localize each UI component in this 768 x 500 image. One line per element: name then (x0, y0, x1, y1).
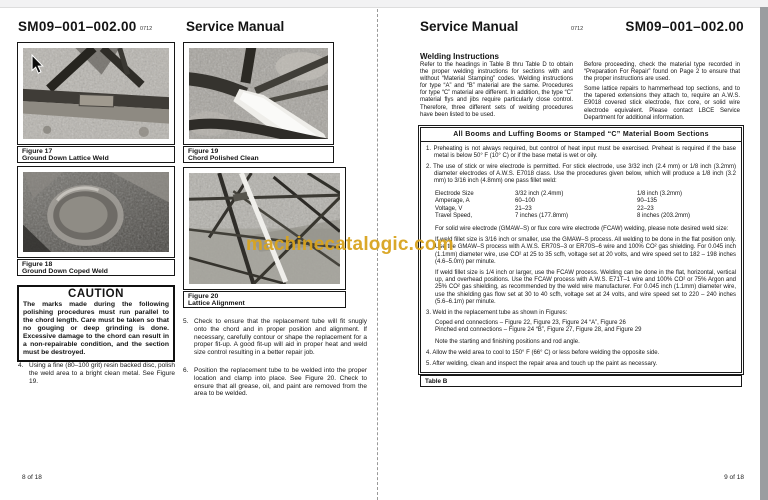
right-revision: 0712 (571, 26, 584, 32)
caution-box (17, 285, 175, 362)
figure-18-caption-text: Ground Down Coped Weld (22, 268, 108, 276)
figure-17-caption-text: Ground Down Lattice Weld (22, 155, 109, 163)
intro-column-right (584, 62, 740, 125)
vertical-scrollbar[interactable] (760, 7, 768, 500)
gmaw-paragraph: If weld fillet size is 3/16 inch or smaller, use the GMAW–S process. All welding to be done in the flat position only. Use the GMAW–S process with A.W.S. ER70S–3 or ER70S–6 wire and 100% CO² gas shielding. For 0.045 inch (1.1mm) diameter wire, use CO² at 25 to 35 scfh, voltage set at 20 volts, and wire speed set to 182 – 198 inches (4.6–5.0m) per minute. (435, 237, 736, 265)
section-heading: Welding Instructions (420, 52, 499, 61)
electrode-row-value: 22–23 (637, 205, 654, 212)
coped-weld-photo (23, 172, 169, 252)
caution-title: CAUTION (68, 288, 124, 300)
coped-end-line: Coped end connections – Figure 22, Figure 23, Figure 24 “A”, Figure 26 (435, 320, 626, 327)
intro-paragraph-1: Refer to the headings in Table B thru Table D to obtain the proper welding instructions for sections with and without “Material Stamping” codes. Welding instructions for type “A” and “B” material are the same. Procedures for type “C” material are different. In addition, the type “C” material flys and jibs require particularly close control. Therefore, three different sets of welding procedures have been listed to be used. (420, 62, 573, 118)
table-item-3: 3. Weld in the replacement tube as shown in Figures: (426, 309, 568, 316)
electrode-row-value: 21–23 (515, 205, 532, 212)
figure-20-caption (183, 291, 346, 308)
step-4-number: 4. (18, 362, 24, 369)
electrode-row-value: 1/8 inch (3.2mm) (637, 190, 683, 197)
welding-table-title: All Booms and Luffing Booms or Stamped “C” Material Boom Sections (421, 128, 741, 142)
electrode-row-label: Voltage, V (435, 205, 463, 212)
electrode-row-value: 60–100 (515, 198, 536, 205)
figure-19-caption-text: Chord Polished Clean (188, 155, 259, 163)
electrode-row-label: Amperage, A (435, 198, 470, 205)
step-4-text: Using a fine (80–100 grit) resin backed disc, polish the weld area to a bright clean metal. See Figure 19. (29, 362, 175, 385)
pinched-end-line: Pinched end connections – Figure 24 “B”, Figure 27, Figure 28, and Figure 29 (435, 327, 642, 334)
step-4 (18, 362, 175, 385)
step-5-text: Check to ensure that the replacement tube will fit snugly onto the chord and in proper position and alignment. If necessary, carefully contour or shape the replacement for a proper fit-up. A good fit-up will aid in proper heat and weld size control resulting in a better repair job. (194, 318, 367, 357)
figure-18-caption (17, 259, 175, 276)
left-doc-code: SM09–001–002.00 (18, 19, 137, 34)
electrode-row-value: 7 inches (177.8mm) (515, 213, 569, 220)
browser-top-edge (0, 0, 768, 8)
figure-18-label: Figure 18 (22, 261, 53, 268)
table-item-1: 1. Preheating is not always required, but control of heat input must be exercised. Preheat is required if the base metal is below 50° F (10° C) or if the base metal is wet or oily. (426, 145, 736, 159)
figure-20-photo (183, 167, 346, 290)
figure-18-photo (17, 166, 175, 258)
lattice-alignment-photo (189, 173, 340, 284)
table-item-5: 5. After welding, clean and inspect the repair area and touch up the paint as necessary. (426, 360, 658, 367)
step-5-number: 5. (183, 318, 189, 325)
watermark: machinecatalogic.com (246, 234, 454, 255)
step-6-number: 6. (183, 367, 189, 374)
polished-chord-photo (189, 48, 328, 139)
left-page-number: 8 of 18 (22, 474, 42, 481)
fcaw-paragraph: If weld fillet size is 1/4 inch or larger, use the FCAW process. Welding can be done in the flat, horizontal, vertical up, and overhead positions. Use the FCAW process with A.W.S. E71T–1 wire and 100% CO² or 75% Argon and 25% CO² gas shielding, as recommended by the weld wire manufacturer. For 0.045 inch (1.1mm) diameter wire, use the shielding gas flow set at 30 to 40 scfh, voltage set at 24 volts, and wire speed set to 220 – 240 inches (5.6–6.1m) per minute. (435, 269, 736, 305)
figure-17-caption (17, 146, 175, 163)
solid-wire-note: For solid wire electrode (GMAW–S) or flux core wire electrode (FCAW) welding, please note desired weld size: (435, 225, 729, 232)
right-page-number: 9 of 18 (724, 474, 744, 481)
electrode-row-label: Electrode Size (435, 190, 474, 197)
step-6 (183, 367, 367, 398)
intro-paragraph-2: Before proceeding, check the material type recorded in “Preparation For Repair” found on Page 2 to ensure that the proper instructions are used. (584, 62, 740, 83)
electrode-row-label: Travel Speed, (435, 213, 473, 220)
welding-table (420, 127, 742, 373)
intro-column-left (420, 62, 573, 122)
left-page-title: Service Manual (186, 19, 285, 34)
figure-20-label: Figure 20 (188, 293, 219, 300)
welding-table-body (421, 142, 741, 373)
electrode-row-value: 90–135 (637, 198, 658, 205)
lattice-weld-photo (23, 48, 169, 139)
table-item-4: 4. Allow the weld area to cool to 150° F (66° C) or less before welding the opposite side. (426, 349, 660, 356)
figure-19-caption (183, 146, 334, 163)
welding-table-wrap (420, 127, 742, 387)
electrode-row-value: 8 inches (203.2mm) (637, 213, 691, 220)
figure-17-label: Figure 17 (22, 148, 53, 155)
caution-text: The marks made during the following polishing procedures must run parallel to the chord length. Care must be taken so that no gouging or deep grinding is done. Excessive damage to the chord can result in a non-repairable condition, and the section must be destroyed. (23, 301, 169, 356)
step-5 (183, 318, 367, 357)
figure-20-caption-text: Lattice Alignment (188, 300, 245, 308)
electrode-row-value: 3/32 inch (2.4mm) (515, 190, 564, 197)
intro-paragraph-3: Some lattice repairs to hammerhead top sections, and to the tapered extensions they attach to, require an A.W.S. E9018 covered stick electrode, flux core, or solid wire electrode equivalent. Please contact LBCE Service Department for additional information. (584, 86, 740, 121)
right-page-title: Service Manual (420, 19, 519, 34)
step-6-text: Position the replacement tube to be welded into the proper location and clamp into place. See Figure 20. Check to ensure that all grease, oil, and paint are removed from the area to be welded. (194, 367, 367, 398)
electrode-spec-table (435, 191, 736, 221)
item-3-note: Note the starting and finishing positions and rod angle. (435, 338, 580, 345)
table-b-label: Table B (420, 375, 742, 387)
figure-17-photo (17, 42, 175, 145)
table-item-2: 2. The use of stick or wire electrode is permitted. For stick electrode, use 3/32 inch (2.4 mm) or 1/8 inch (3.2mm) diameter electrodes of A.W.S. E7018 class. Use the procedures given below, which will produce a 1/8 inch (3.2 mm) to 3/16 inch (4.8mm) one pass fillet weld: (426, 163, 736, 185)
figure-19-photo (183, 42, 334, 145)
right-doc-code: SM09–001–002.00 (625, 19, 744, 34)
figure-19-label: Figure 19 (188, 148, 219, 155)
left-revision: 0712 (140, 26, 153, 32)
